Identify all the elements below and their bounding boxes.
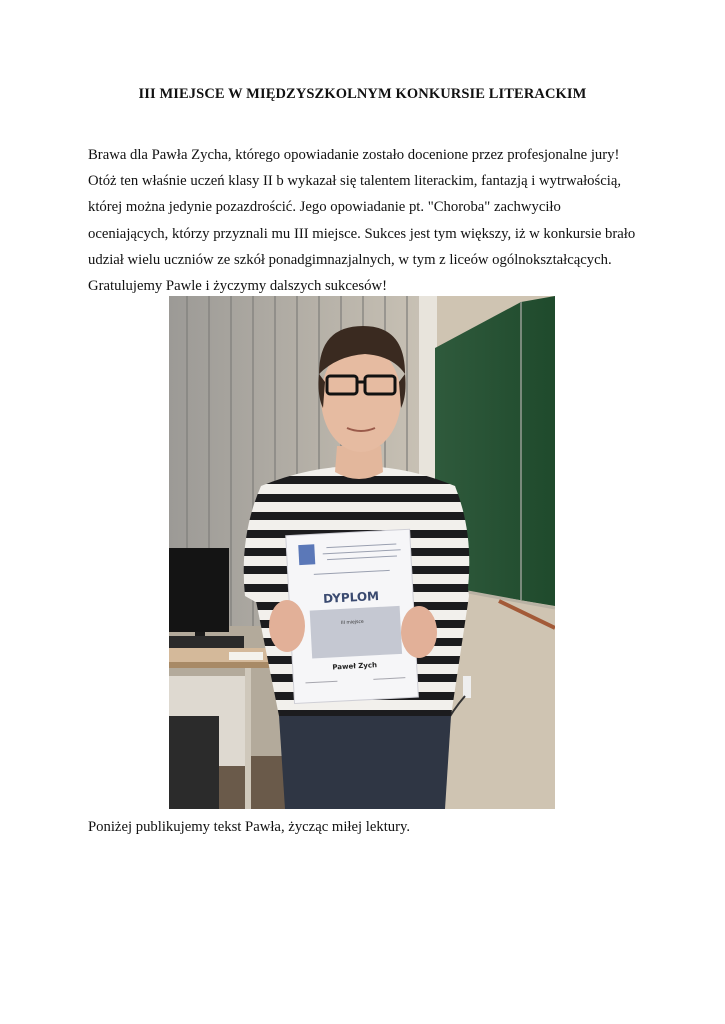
student-photo <box>169 296 555 809</box>
paragraph-line: Brawa dla Pawła Zycha, którego opowiadanie zostało docenione przez profesjonalne jury! <box>88 147 620 163</box>
diploma-heading: DYPLOM <box>322 588 380 606</box>
paragraph-line: Gratulujemy Pawle i życzymy dalszych sukcesów! <box>88 278 387 295</box>
article-paragraph <box>88 142 648 299</box>
document-title: III MIEJSCE W MIĘDZYSZKOLNYM KONKURSIE LITERACKIM <box>138 86 587 102</box>
paragraph-line: której można jedynie pozazdrościć. Jego opowiadanie pt. "Choroba" zachwyciło <box>88 199 561 216</box>
closing-line: Poniżej publikujemy tekst Pawła, życząc miłej lektury. <box>88 819 411 835</box>
paragraph-line: Otóż ten właśnie uczeń klasy II b wykazał się talentem literackim, fantazją i wytrwałością, <box>88 173 622 190</box>
paragraph-line: udział wielu uczniów ze szkół ponadgimnazjalnych, w tym z liceów ogólnokształcących. <box>88 251 612 268</box>
diploma-place: III miejsce <box>340 619 364 626</box>
paragraph-line: oceniających, którzy przyznali mu III miejsce. Sukces jest tym większy, iż w konkursie brało <box>88 225 636 242</box>
diploma-name: Paweł Zych <box>332 661 378 672</box>
